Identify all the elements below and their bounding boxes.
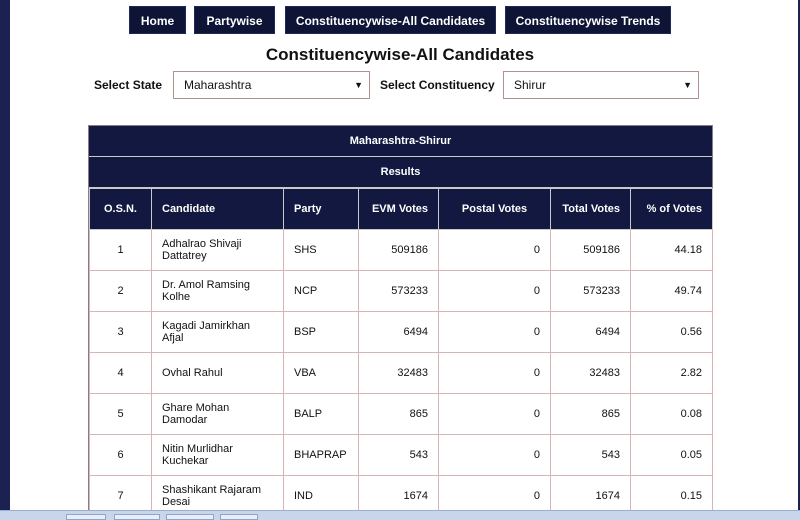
cell-pct-votes: 0.08 xyxy=(631,394,713,435)
constituency-label: Select Constituency xyxy=(380,78,495,92)
cell-postal-votes: 0 xyxy=(439,271,551,312)
page-title: Constituencywise-All Candidates xyxy=(265,45,535,64)
cell-evm-votes: 1674 xyxy=(359,476,439,517)
state-select[interactable] xyxy=(173,71,370,99)
cell-osn: 2 xyxy=(90,271,152,312)
cell-party: IND xyxy=(284,476,359,517)
cell-pct-votes: 0.15 xyxy=(631,476,713,517)
nav-all-candidates-button[interactable]: Constituencywise-All Candidates xyxy=(285,6,496,34)
cell-pct-votes: 0.56 xyxy=(631,312,713,353)
cell-postal-votes: 0 xyxy=(439,435,551,476)
cell-osn: 4 xyxy=(90,353,152,394)
taskbar-app-button[interactable] xyxy=(220,514,258,520)
cell-postal-votes: 0 xyxy=(439,476,551,517)
cell-osn: 3 xyxy=(90,312,152,353)
cell-osn: 5 xyxy=(90,394,152,435)
cell-total-votes: 6494 xyxy=(551,312,631,353)
header-postal-votes: Postal Votes xyxy=(439,189,551,230)
results-table xyxy=(89,188,713,517)
cell-candidate: Ovhal Rahul xyxy=(152,353,284,394)
header-pct-votes: % of Votes xyxy=(631,189,713,230)
table-row xyxy=(90,230,713,271)
cell-evm-votes: 509186 xyxy=(359,230,439,271)
header-osn: O.S.N. xyxy=(90,189,152,230)
table-row xyxy=(90,435,713,476)
header-party: Party xyxy=(284,189,359,230)
results-table-container xyxy=(88,125,713,518)
chevron-down-icon: ▼ xyxy=(683,80,692,90)
state-label: Select State xyxy=(94,78,163,92)
cell-candidate: Ghare Mohan Damodar xyxy=(152,394,284,435)
cell-pct-votes: 49.74 xyxy=(631,271,713,312)
cell-postal-votes: 0 xyxy=(439,312,551,353)
cell-evm-votes: 6494 xyxy=(359,312,439,353)
cell-party: NCP xyxy=(284,271,359,312)
nav-partywise-button[interactable]: Partywise xyxy=(194,6,275,34)
cell-osn: 6 xyxy=(90,435,152,476)
table-subcaption: Results xyxy=(89,157,712,188)
nav-home-button[interactable]: Home xyxy=(129,6,186,34)
cell-evm-votes: 573233 xyxy=(359,271,439,312)
cell-evm-votes: 543 xyxy=(359,435,439,476)
cell-total-votes: 509186 xyxy=(551,230,631,271)
constituency-select-value: Shirur xyxy=(514,78,547,92)
cell-osn: 1 xyxy=(90,230,152,271)
table-caption: Maharashtra-Shirur xyxy=(89,126,712,157)
top-nav xyxy=(0,6,800,34)
cell-party: BSP xyxy=(284,312,359,353)
header-candidate: Candidate xyxy=(152,189,284,230)
constituency-select[interactable] xyxy=(503,71,699,99)
state-select-value: Maharashtra xyxy=(184,78,252,92)
cell-party: SHS xyxy=(284,230,359,271)
header-total-votes: Total Votes xyxy=(551,189,631,230)
cell-total-votes: 1674 xyxy=(551,476,631,517)
taskbar-app-button[interactable] xyxy=(66,514,106,520)
left-border-strip xyxy=(0,0,10,519)
cell-total-votes: 865 xyxy=(551,394,631,435)
cell-total-votes: 573233 xyxy=(551,271,631,312)
cell-candidate: Kagadi Jamirkhan Afjal xyxy=(152,312,284,353)
taskbar-app-button[interactable] xyxy=(166,514,214,520)
cell-total-votes: 32483 xyxy=(551,353,631,394)
cell-party: BALP xyxy=(284,394,359,435)
taskbar-app-button[interactable] xyxy=(114,514,160,520)
cell-evm-votes: 865 xyxy=(359,394,439,435)
cell-postal-votes: 0 xyxy=(439,394,551,435)
cell-pct-votes: 44.18 xyxy=(631,230,713,271)
cell-evm-votes: 32483 xyxy=(359,353,439,394)
cell-pct-votes: 2.82 xyxy=(631,353,713,394)
table-row xyxy=(90,353,713,394)
cell-candidate: Shashikant Rajaram Desai xyxy=(152,476,284,517)
cell-osn: 7 xyxy=(90,476,152,517)
header-evm-votes: EVM Votes xyxy=(359,189,439,230)
cell-postal-votes: 0 xyxy=(439,353,551,394)
cell-postal-votes: 0 xyxy=(439,230,551,271)
cell-party: BHAPRAP xyxy=(284,435,359,476)
table-row xyxy=(90,312,713,353)
nav-trends-button[interactable]: Constituencywise Trends xyxy=(505,6,671,34)
cell-candidate: Nitin Murlidhar Kuchekar xyxy=(152,435,284,476)
cell-total-votes: 543 xyxy=(551,435,631,476)
cell-candidate: Dr. Amol Ramsing Kolhe xyxy=(152,271,284,312)
cell-party: VBA xyxy=(284,353,359,394)
cell-candidate: Adhalrao Shivaji Dattatrey xyxy=(152,230,284,271)
table-row xyxy=(90,271,713,312)
table-row xyxy=(90,394,713,435)
cell-pct-votes: 0.05 xyxy=(631,435,713,476)
chevron-down-icon: ▼ xyxy=(354,80,363,90)
table-header-row xyxy=(90,189,713,230)
